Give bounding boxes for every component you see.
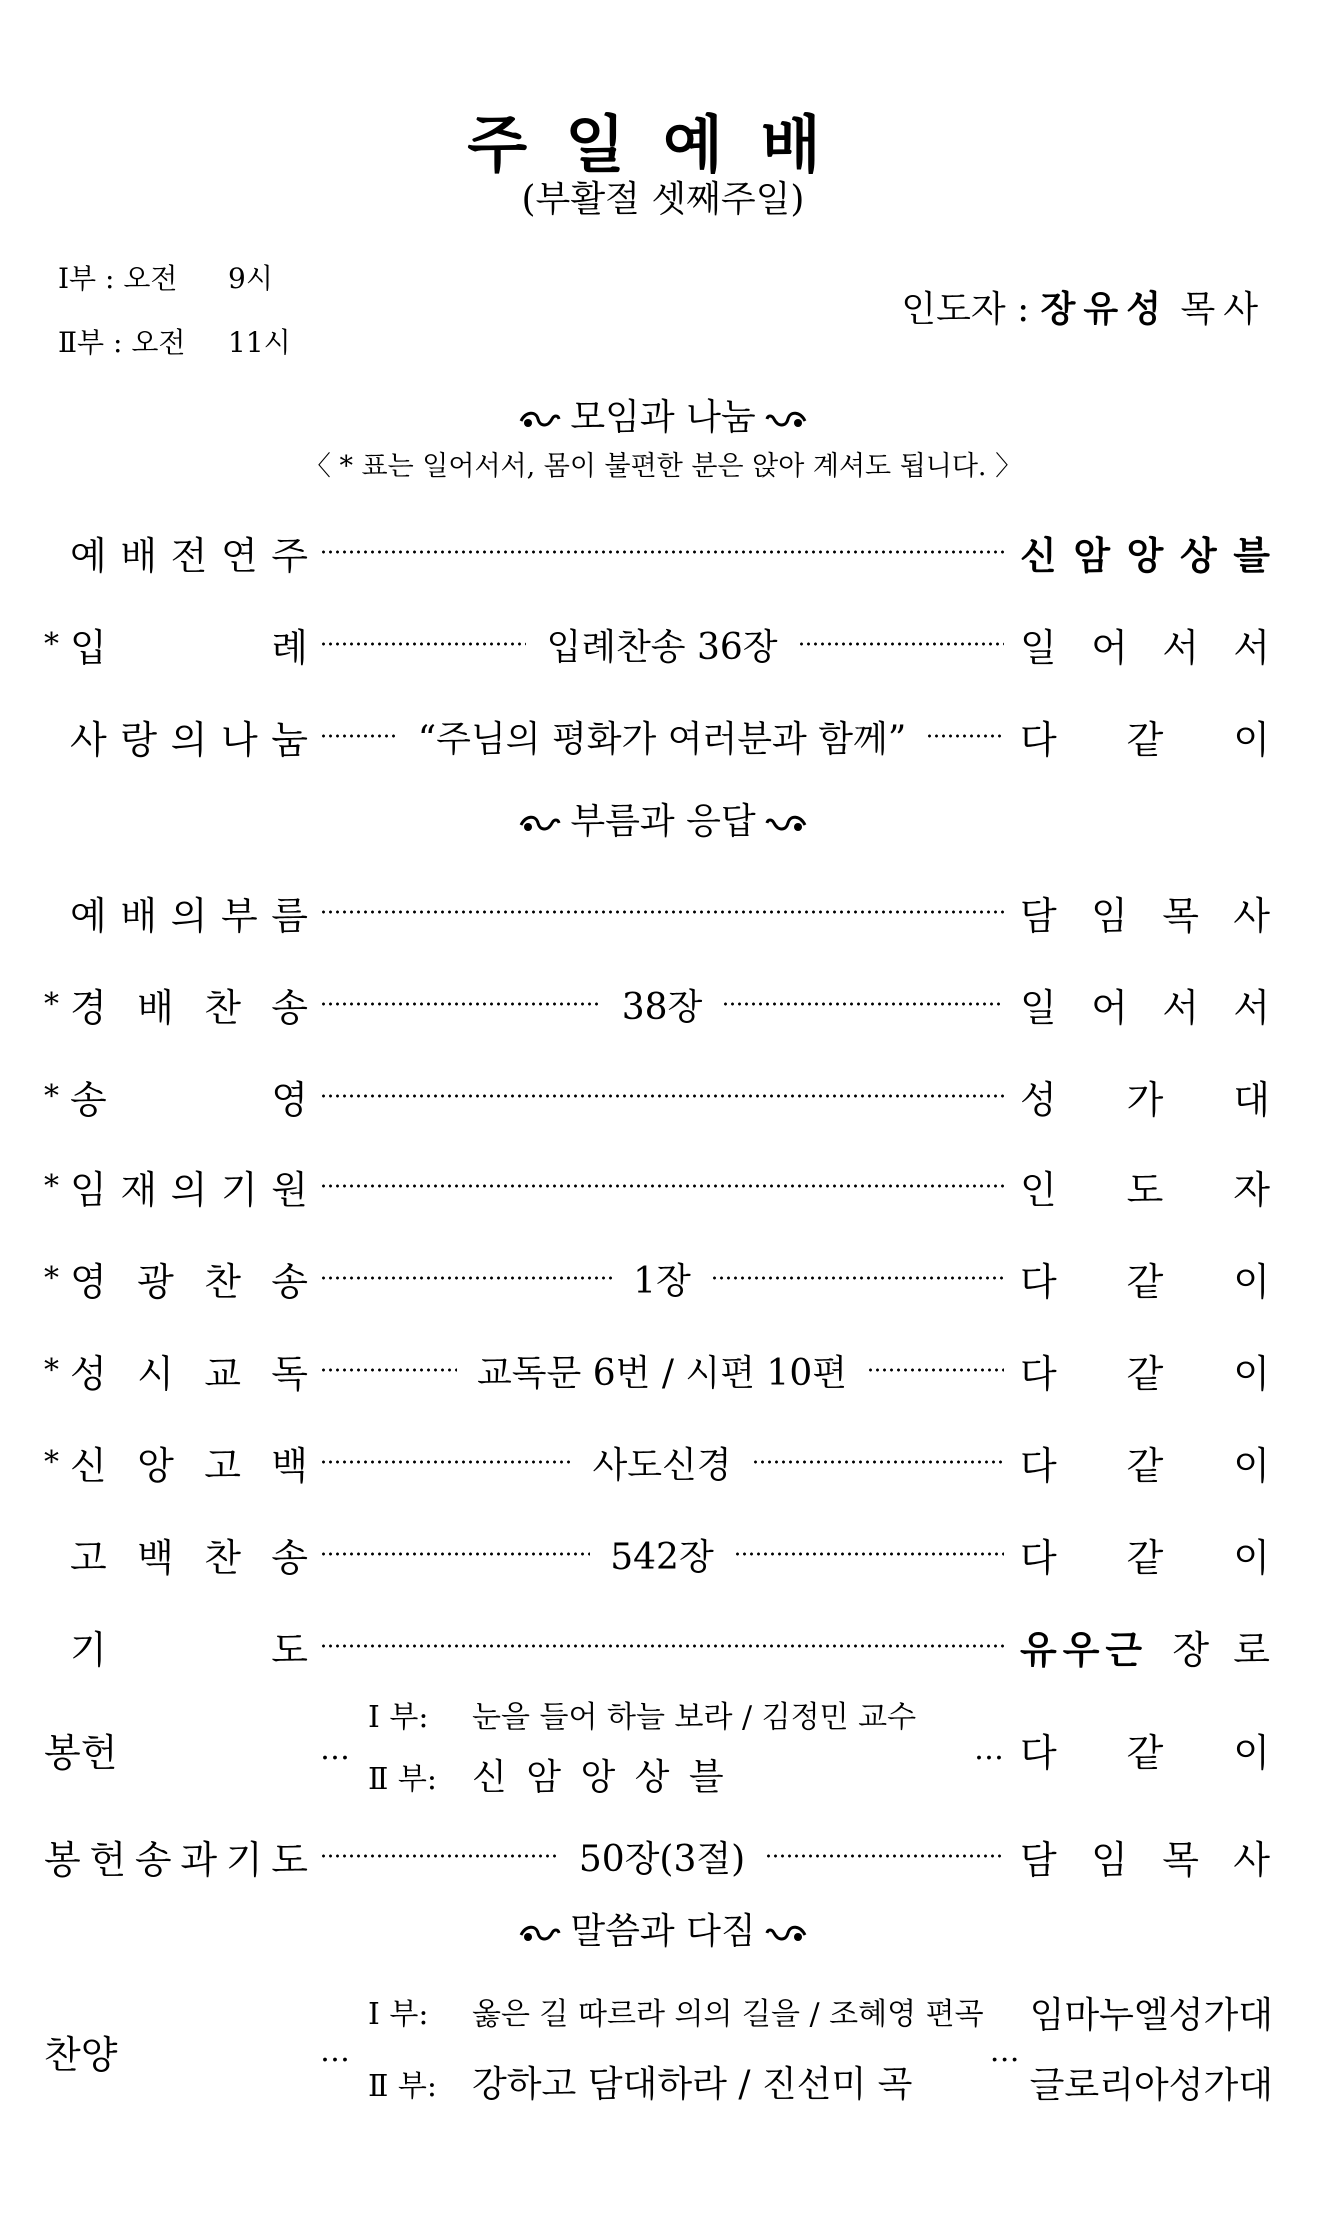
char: 고 [204,1443,241,1488]
char: 일 [1020,985,1057,1030]
leader-dots [320,1854,559,1858]
char: 양 [80,2032,118,2077]
section-title: 부름과 응답 [570,801,756,842]
leader-dots [320,1094,1004,1098]
leader-dots [320,1644,1004,1648]
char: 송 [271,985,308,1030]
char: 도 [1126,1167,1164,1212]
char: 전 [170,533,208,578]
char: 같 [1126,1535,1164,1580]
char: 임 [70,1167,107,1212]
leader-dots [798,642,1004,646]
section-title: 모임과 나눔 [570,397,756,438]
char: 앙 [1126,533,1164,578]
anthem-choirs [1026,1981,1286,2121]
standing-marker: * [44,986,59,1022]
standing-marker: * [44,1444,59,1480]
section-title: 말씀과 다짐 [570,1911,756,1952]
leader-dots [926,734,1004,738]
char: 서 [1233,985,1270,1030]
char: 기 [220,1167,258,1212]
anthem-lines [356,1980,984,2122]
char: 대 [1233,1077,1270,1122]
item-performer [1010,1251,1270,1306]
char: 어 [1091,985,1128,1030]
leader-dots [320,642,526,646]
char: 봉 [44,1730,81,1775]
char: 주 [271,533,308,578]
char: 이 [1233,1259,1270,1304]
char: 입 [70,625,107,670]
char: 인 [1020,1167,1057,1212]
char: 백 [271,1443,308,1488]
char: 예 [70,893,107,938]
char: 찬 [204,1535,241,1580]
char: 기 [70,1627,107,1672]
item-label [44,617,314,672]
offering-line-1: Ⅰ 부: 눈을 들어 하늘 보라 / 김정민 교수 [368,1700,917,1735]
standing-marker: * [44,626,59,662]
service-1-hour: 9시 [228,262,273,295]
char: 부 [220,893,258,938]
char: 어 [1091,625,1128,670]
service-2-time [58,326,291,360]
page-subtitle: (부활절 셋째주일) [521,179,805,220]
order-row [44,884,1270,940]
char: 도 [271,1837,308,1882]
item-performer [1010,1619,1270,1674]
char: 다 [1020,1351,1057,1396]
offering-prayer-row [44,1828,1270,1884]
char: 서 [1162,985,1199,1030]
char: 이 [1233,1730,1270,1775]
item-detail: 1장 [633,1260,691,1302]
char: 예 [70,533,107,578]
leader-dots [320,734,398,738]
char: 봉 [44,1837,81,1882]
ornament-right-icon [764,407,808,433]
char: 배 [120,533,158,578]
item-performer [1010,525,1270,580]
item-performer [1010,977,1270,1032]
char: 앙 [137,1443,174,1488]
char: 연 [220,533,258,578]
item-label [44,1619,314,1674]
item-label [44,977,314,1032]
ornament-left-icon [518,407,562,433]
char: 영 [70,1259,107,1304]
leader-dots: … [320,2033,350,2069]
char: 재 [120,1167,158,1212]
leader-dots: … [989,2033,1020,2069]
order-row [44,1250,1270,1306]
char: 담 [1020,1837,1057,1882]
choir-1: 임마누엘성가대 [1029,1995,1273,2036]
char: 다 [1020,717,1057,762]
item-performer [1010,709,1270,764]
char: 송 [271,1535,308,1580]
order-row [44,524,1270,580]
char: 블 [1233,533,1270,578]
char: 로 [1233,1627,1270,1672]
order-row [44,976,1270,1032]
item-performer [1010,1435,1270,1490]
anthem-row [44,1980,1273,2122]
item-detail: 입례찬송 36장 [546,626,778,668]
item-performer [1010,885,1270,940]
leader-dots: … [320,1731,350,1767]
order-row [44,708,1270,764]
service-2-hour: 11시 [228,326,291,359]
char: 기 [225,1837,263,1882]
char: 름 [271,893,308,938]
char: 임 [1091,893,1128,938]
char: 의 [170,1167,208,1212]
item-performer [1010,1722,1270,1777]
leader-dots [711,1276,1004,1280]
item-label [44,525,314,580]
char: 시 [137,1351,174,1396]
char: 장 [1172,1627,1210,1672]
ornament-left-icon [518,1921,562,1947]
char: 같 [1126,1259,1164,1304]
char: 다 [1020,1259,1057,1304]
section-heading-calling [0,800,1326,844]
offering-line-2: Ⅱ 부: 신 암 앙 상 블 [368,1757,728,1798]
item-label [44,1069,314,1124]
ornament-right-icon [764,1921,808,1947]
char: 다 [1020,1535,1057,1580]
item-label [44,1527,314,1582]
item-label [44,1343,314,1398]
item-label [44,1435,314,1490]
char: 헌 [80,1730,118,1775]
ornament-left-icon [518,811,562,837]
worship-leader [901,288,1266,332]
char: 눔 [271,717,308,762]
char: 암 [1073,533,1111,578]
order-row [44,1434,1270,1490]
char: 경 [70,985,107,1030]
char: 배 [120,893,158,938]
item-detail: 교독문 6번 / 시편 10편 [476,1352,848,1394]
leader-dots [320,1368,457,1372]
char: 같 [1126,1443,1164,1488]
char: 이 [1233,1351,1270,1396]
anthem-line-1: Ⅰ 부: 옳은 길 따르라 의의 길을 / 조혜영 편곡 [368,1997,984,2032]
leader-dots [867,1368,1004,1372]
char: 사 [70,717,107,762]
service-1-label: Ⅰ부 : 오전 [58,262,178,295]
char: 신 [70,1443,107,1488]
leader-dots [320,550,1004,554]
leader-prefix: 인도자 : [901,289,1030,330]
leader-dots [320,1460,572,1464]
offering-row [44,1688,1270,1810]
char: 찬 [44,2032,81,2077]
leader-rank: 목사 [1180,289,1266,330]
char: 이 [1233,1535,1270,1580]
char: 찬 [204,985,241,1030]
item-detail: 사도신경 [592,1444,732,1486]
char: 신 [1020,533,1057,578]
item-label [44,885,314,940]
standing-marker: * [44,1078,59,1114]
leader-dots [320,1184,1004,1188]
order-row [44,1342,1270,1398]
char: 상 [1179,533,1217,578]
item-performer [1010,1829,1270,1884]
item-performer [1010,1343,1270,1398]
item-label [44,1722,314,1777]
item-label [44,1159,314,1214]
char: 성 [1020,1077,1057,1122]
char: 이 [1233,1443,1271,1488]
char: 광 [137,1259,174,1304]
char: 같 [1126,717,1164,762]
item-performer [1010,1159,1270,1214]
standing-marker: * [44,1260,59,1296]
order-row [44,1526,1270,1582]
char: 같 [1126,1351,1164,1396]
char: 사 [1233,1837,1271,1882]
char: 독 [271,1351,308,1396]
item-performer [1010,1527,1270,1582]
item-performer [1010,1069,1270,1124]
item-performer [1010,617,1270,672]
char: 성 [70,1351,107,1396]
item-detail: 542장 [610,1536,714,1578]
char: 찬 [204,1259,241,1304]
char: 나 [220,717,258,762]
leader-dots [765,1854,1004,1858]
char: 백 [137,1535,174,1580]
char: 사 [1233,893,1270,938]
char: 목 [1162,893,1199,938]
service-1-time [58,262,273,296]
leader-dots [320,1552,590,1556]
char: 송 [271,1259,308,1304]
section-heading-gathering [0,396,1326,440]
char: 례 [271,625,308,670]
char: 가 [1126,1077,1164,1122]
order-row [44,1618,1270,1674]
standing-note: 〈 * 표는 일어서서, 몸이 불편한 분은 앉아 계셔도 됩니다. 〉 [303,451,1023,482]
item-label [44,2024,314,2079]
leader-dots [722,1002,1004,1006]
leader-dots: … [974,1731,1004,1767]
char: 서 [1162,625,1199,670]
leader-name: 장유성 [1040,289,1169,330]
char: 자 [1233,1167,1270,1212]
char: 교 [204,1351,241,1396]
leader-dots [320,1276,613,1280]
char: 고 [70,1535,107,1580]
char: 랑 [120,717,158,762]
char: 의 [170,893,208,938]
char: 서 [1233,625,1271,670]
leader-dots [320,1002,602,1006]
ornament-right-icon [764,811,808,837]
char: 일 [1020,625,1057,670]
item-label [44,1251,314,1306]
char: 다 [1020,1730,1057,1775]
leader-dots [734,1552,1004,1556]
item-detail: 38장 [621,986,703,1028]
section-heading-word [0,1910,1326,1954]
order-row [44,1068,1270,1124]
performer-name: 유우근 [1020,1627,1149,1672]
char: 임 [1091,1837,1128,1882]
offering-lines [356,1688,968,1810]
order-row [44,616,1270,672]
item-detail: 50장(3절) [578,1838,746,1880]
choir-2: 글로리아성가대 [1029,2065,1273,2106]
char: 도 [271,1627,308,1672]
char: 송 [70,1077,107,1122]
char: 담 [1020,893,1057,938]
service-2-label: Ⅱ부 : 오전 [58,326,186,359]
char: 이 [1233,717,1271,762]
char: 원 [271,1167,308,1212]
leader-dots [320,910,1004,914]
page-title: 주일예배 [467,108,859,181]
standing-marker: * [44,1352,59,1388]
standing-marker: * [44,1168,59,1204]
char: 헌 [89,1837,127,1882]
char: 송 [134,1837,172,1882]
anthem-line-2: Ⅱ 부: 강하고 담대하라 / 진선미 곡 [368,2064,913,2105]
char: 의 [170,717,208,762]
item-detail: “주님의 평화가 여러분과 함께” [417,718,907,760]
item-label [44,709,314,764]
char: 영 [271,1077,308,1122]
char: 같 [1126,1730,1164,1775]
char: 배 [137,985,174,1030]
char: 과 [180,1837,218,1882]
char: 다 [1020,1443,1057,1488]
leader-dots [752,1460,1004,1464]
order-row [44,1158,1270,1214]
char: 목 [1162,1837,1199,1882]
item-label [44,1829,314,1884]
